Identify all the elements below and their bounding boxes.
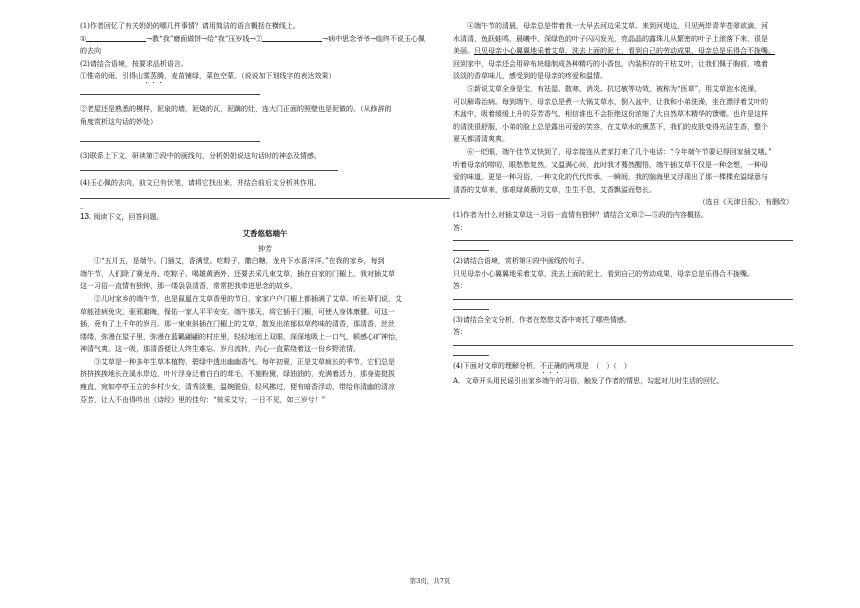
- answer-blank-1[interactable]: [86, 33, 146, 42]
- answer-line[interactable]: [453, 240, 793, 241]
- paragraph-3: ③艾草是一种多年生草本植物，碧绿中透出幽幽香气。每年初夏，正是艾草疯长的季节，它们总是 挤挤挨挨地长在溪水岸边，叶片浮身泛着白白的茸毛，不施粉黛，绿油油的，充满着活力，那身姿挺拔 瘦直，宛如亭亭玉立的乡村少女，清秀淡雅，温婉脱俗，轻风拂过，便有暗香浮动，带给你清幽的清凉 芬芳，让人不由得吟出《诗经》里的佳句：“彼采艾兮，一日不见，如三岁兮！”: [80, 357, 395, 404]
- question-4: (4)玉心佩的去向，前文已有伏笔，请将它找出来，并结合前后文分析其作用。: [80, 179, 321, 188]
- underlined-sentence: 只见母亲小心翼翼地采着艾草，洗去上面的泥土，看到自己的劳动成果，母亲总是乐得合不拢嘴。: [474, 47, 775, 56]
- emphasized-words: 雾蒸腾: [143, 72, 164, 81]
- answer-line[interactable]: [80, 170, 338, 171]
- page-footer: 第3页，共7页: [409, 577, 451, 585]
- question-r2-quote: 只见母亲小心翼翼地采着艾草，洗去上面的泥土，看到自己的劳动成果，母亲总是乐得合不拢嘴。: [453, 269, 754, 278]
- answer-label: 答：: [453, 223, 467, 232]
- answer-label: 答：: [453, 328, 467, 337]
- paragraph-2: ②儿时家乡的端午节，也是氤氲在艾草香里的节日，家家户户门楣上都插满了艾草。听长辈们说，艾 草能祛病免灾，驱邪避晦，保佑一家人平平安安。端午那天，将它插于门楣，可使人身体康健。可这一 插，竟有了上千年的岁月。那一束束斜插在门楣上的艾草，散发出浓郁似草药味的清香，那清香，丝丝 缕缕，弥漫在屋子里，弥漫在蓝瓤翩翩的村庄里，轻轻地闭上双眼，深深地吸上一口气，顿感心旷神怡， 神清气爽。这一吸，那清香便让人终生难忘，岁月流转，内心一直萦绕着这一份乡野浓情。: [80, 294, 402, 354]
- question-13: 13. 阅读下文，回答问题。: [80, 212, 164, 222]
- answer-line[interactable]: [80, 141, 260, 142]
- answer-line[interactable]: [453, 345, 793, 346]
- question-2-1: ①惟奇的雨，引得山雾蒸腾，麦苗铺绿，菜色空蒙。（说说加下划线字的表达效果）: [80, 72, 336, 81]
- question-1-fill: ① →教“我”磨面做饼→给“我”压岁钱→② →病中思念爷爷→临终不说玉心佩: [80, 34, 425, 43]
- answer-line[interactable]: [453, 355, 489, 356]
- question-2-2: ②老屋还是熟悉的模样，泥泉的墙，泥烧的瓦，泥蹢的灶，连大门正面的照壁也是泥做的。（从修辞的: [80, 105, 392, 114]
- question-1-fill-end: 的去向: [80, 47, 101, 56]
- article-author: 钟芳: [258, 244, 272, 253]
- question-r4: (4)下面对文章的理解分析，不正确的两项是 （ ）（ ）: [453, 362, 631, 371]
- option-a[interactable]: A．文章开头用民谣引出家乡端午的习俗，触发了作者的情思，勾起对儿时生活的回忆。: [453, 377, 725, 386]
- question-r3: (3)请结合全文分析，作者在悠悠艾香中寄托了哪些情感。: [453, 315, 631, 324]
- question-1: (1)作者回忆了有关奶奶的哪几件事情？请用简洁的语言概括在横线上。: [80, 22, 300, 30]
- paragraph-5: ⑤新说艾草全身是宝，有祛湿、散寒、消炎、抗过敏等功效，被称为“医草”，用艾草泡水洗澡， 可以解毒治病。每到端午，母亲总是煮一大锅艾草水，倒入盆中，让我和小弟洗澡，坐在漂浮着艾叶的 木盆中，吸着缓缓上升的芬芳香气，相信谁也不会拒绝这份浓缩了大自然草木精华的馈赠。也许是这样 的清洗很舒服，小弟的脸上总是露出可爱的笑容，在艾草水的熏蒸下，我们的皮肤变得光洁生香，整个 夏天都清清爽爽。: [453, 84, 768, 144]
- question-r2: (2)请结合语境，赏析第④段中画线的句子。: [453, 257, 589, 266]
- answer-line[interactable]: [453, 250, 489, 251]
- paragraph-4: ④端午节的清晨，母亲总是带着我一大早去河边采艾草。来到河堤边，只见两岸青苹苍翠欲滴，河 水清清，鱼跃蛙鸣，晨曦中，深绿色的叶子闪闪发光，亮晶晶的露珠儿从繁密的叶子上滚落下来，很是 美丽。只见母亲小心翼翼地采着艾草，洗去上面的泥土，看到自己的劳动成果，母亲总是乐得合不拢嘴。 回到家中，母亲还会用碎布块缝制成各种精巧的小香包，内装积存的干枯艾叶，让我们佩于胸前，嗅着 淡淡的香草味儿，感受到的是母亲的疼爱和温情。: [453, 22, 775, 81]
- emphasized-words: 不正确: [539, 362, 561, 371]
- paragraph-1: ①“五月五，是端午。门插艾，香满堂。吃粽子，撒白糖，龙舟下水喜洋洋。”在我的家乡，每到 端午节，人们除了赛龙舟、吃粽子、喝雄黄酒外，还要去采几束艾草，插在自家的门楣上。我对插艾草 这一习俗一直情有独钟，那一缕袅袅清香，常常把我牵进思念的故乡。: [80, 257, 395, 291]
- question-2: (2)请结合语境，按要求品析语言。: [80, 59, 188, 68]
- article-title: 艾香悠悠端午: [242, 228, 288, 238]
- left-column: [80, 20, 450, 406]
- answer-line[interactable]: [80, 94, 260, 95]
- answer-blank-2[interactable]: [262, 33, 322, 42]
- question-3: (3)联系上下文，研读第⑦段中的画线句，分析奶奶说这句话时的神态及情感。: [80, 151, 321, 160]
- answer-line[interactable]: [453, 299, 793, 300]
- source-note: （选自《天津日报》，有删改）: [698, 198, 793, 207]
- answer-line[interactable]: [453, 309, 489, 310]
- paragraph-6: ⑥一眨眼，端午佳节又快到了，母亲接连从老家打来了几个电话：“今年端午节要记得回家插艾哦。” 听着母亲的唠叨，眼愁愁复然，又温满心间，此时我才蓦然醒悟，端午插艾草不仅是一种念想，一种母 爱的味道，更是一种习俗，一种文化的代代传承，一瞬间，我的脑海里又浮现出了那一棵棵充溢绿意与 清香的艾草来，那艰绿黄薇的艾草，生生不息，艾香飘溢而悠长。: [453, 147, 772, 194]
- question-r1: (1)作者为什么对插艾草这一习俗一直情有独钟？请结合文章②—⑤段的内容概括。: [453, 210, 708, 219]
- question-2-2-cont: 角度赏析这句话的妙处）: [80, 117, 157, 126]
- answer-end-mark: _: [80, 200, 84, 209]
- right-column: [453, 20, 793, 388]
- answer-label: 答：: [453, 282, 467, 291]
